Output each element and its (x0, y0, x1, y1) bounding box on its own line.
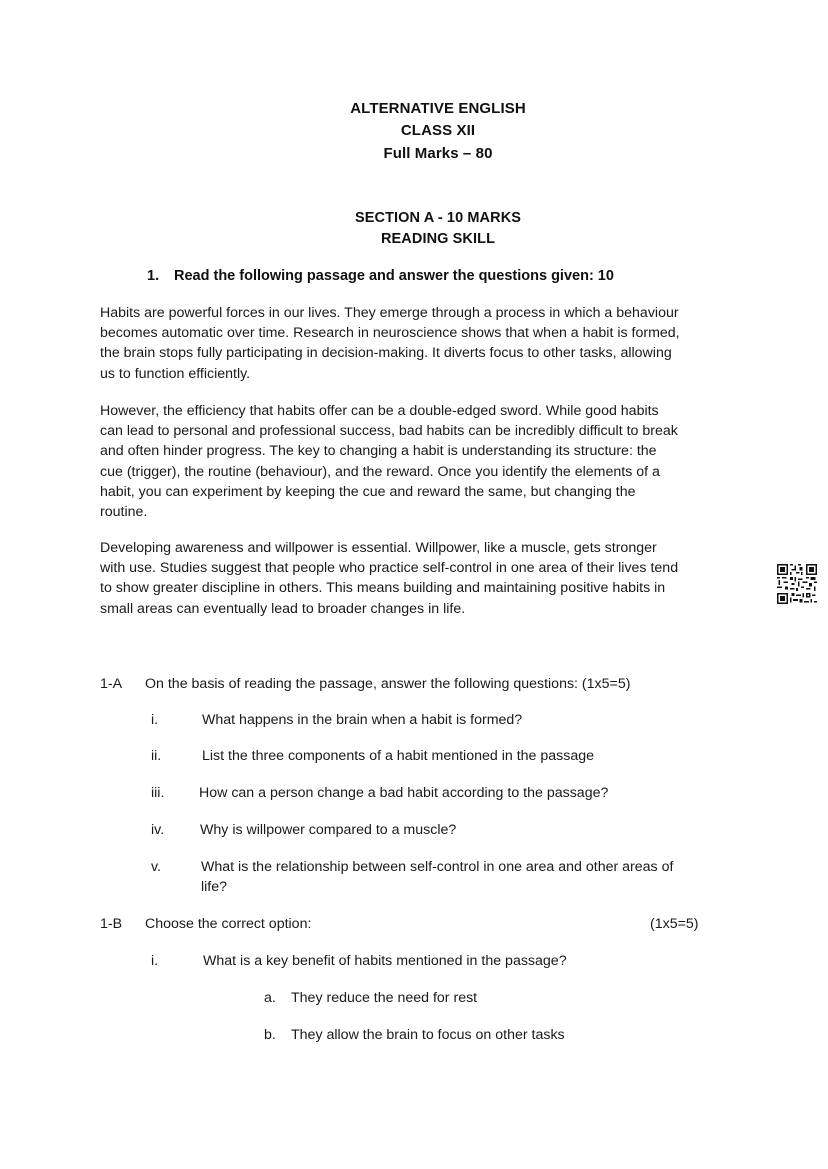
passage-line: the brain stops fully participating in decision-making. It diverts focus to other tasks, allowing (100, 345, 672, 362)
option-text: They allow the brain to focus on other tasks (291, 1027, 565, 1043)
question-number: i. (151, 953, 159, 969)
question-number: 1. (147, 268, 160, 284)
passage-line: and often hinder progress. The key to changing a habit is understanding its structure: the (100, 443, 657, 460)
question-text: What is a key benefit of habits mentioned in the passage? (203, 953, 567, 969)
question-number: v. (151, 859, 161, 875)
section-title: SECTION A - 10 MARKS (354, 210, 522, 226)
part-a-instruction: On the basis of reading the passage, answer the following questions: (1x5=5) (145, 676, 631, 692)
part-b-instruction: Choose the correct option: (145, 916, 312, 932)
passage-line: to show greater discipline in others. This means building and maintaining positive habits in (100, 580, 666, 597)
subject-title: ALTERNATIVE ENGLISH (350, 100, 526, 117)
question-number: ii. (151, 748, 162, 764)
question-number: iv. (151, 822, 165, 838)
passage-paragraph-3 (100, 538, 740, 619)
question-instruction: Read the following passage and answer the questions given: 10 (174, 268, 614, 284)
class-label: CLASS XII (400, 122, 476, 139)
passage-line: cue (trigger), the routine (behaviour), and the reward. Once you identify the elements of a (100, 463, 660, 480)
question-text: What happens in the brain when a habit is formed? (202, 712, 523, 728)
question-text: How can a person change a bad habit according to the passage? (199, 785, 609, 801)
passage-line: with use. Studies suggest that people who practice self-control in one area of their lives tend (100, 560, 679, 577)
question-number: iii. (151, 785, 165, 801)
passage-line: small areas can eventually lead to broader changes in life. (100, 600, 466, 617)
question-number: i. (151, 712, 159, 728)
part-a-label: 1-A (100, 676, 123, 692)
passage-line: habit, you can experiment by keeping the cue and reward the same, but changing the (100, 483, 636, 500)
section-subtitle: READING SKILL (380, 231, 496, 247)
question-text-continued: life? (201, 879, 228, 895)
option-letter: b. (264, 1027, 276, 1043)
passage-line: Developing awareness and willpower is essential. Willpower, like a muscle, gets stronger (100, 540, 657, 556)
passage-line: can lead to personal and professional success, bad habits can be incredibly difficult to break (100, 423, 678, 440)
passage-paragraph-1 (100, 303, 740, 384)
passage-paragraph-2 (100, 401, 740, 522)
question-text: List the three components of a habit mentioned in the passage (202, 748, 594, 764)
question-1-heading (147, 268, 614, 284)
part-b-label: 1-B (100, 916, 123, 932)
passage-line: routine. (100, 504, 148, 521)
passage-line: us to function efficiently. (100, 365, 251, 382)
passage-line: becomes automatic over time. Research in neuroscience shows that when a habit is formed, (100, 325, 680, 342)
qr-code-icon (777, 564, 817, 604)
question-text: Why is willpower compared to a muscle? (200, 822, 457, 838)
full-marks: Full Marks – 80 (383, 145, 493, 162)
question-text: What is the relationship between self-control in one area and other areas of (201, 859, 674, 875)
passage-line: Habits are powerful forces in our lives. They emerge through a process in which a behaviour (100, 305, 679, 321)
option-text: They reduce the need for rest (291, 990, 478, 1006)
option-letter: a. (264, 990, 276, 1006)
part-b-marks: (1x5=5) (650, 916, 699, 932)
passage-line: However, the efficiency that habits offer can be a double-edged sword. While good habits (100, 403, 659, 419)
